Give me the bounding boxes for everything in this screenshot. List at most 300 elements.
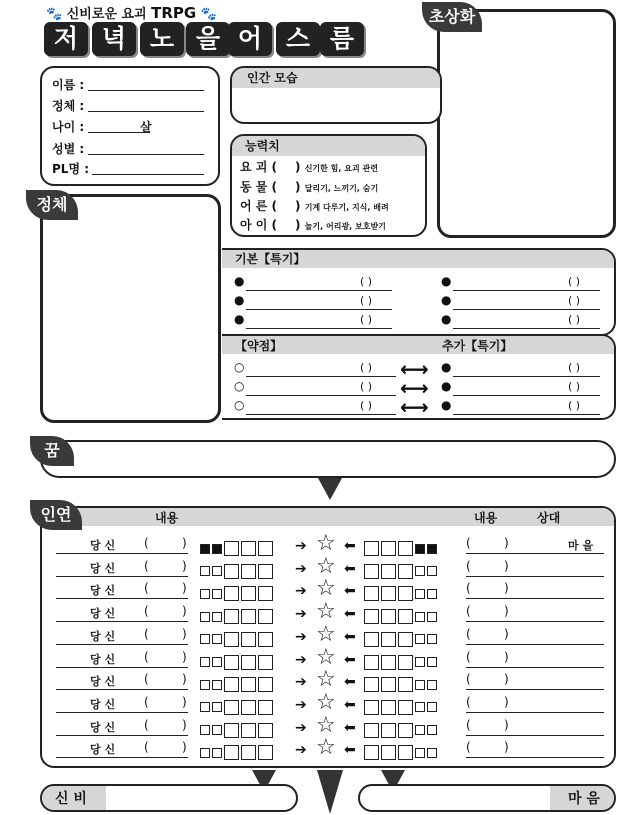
bond-checkbox[interactable] (212, 725, 222, 735)
bond-checkbox[interactable] (241, 632, 256, 647)
bond-checkbox[interactable] (224, 541, 239, 556)
bond-checkbox[interactable] (415, 566, 425, 576)
bond-checkbox[interactable] (212, 566, 222, 576)
bond-paren-open: ( (144, 536, 149, 550)
bond-left-squares[interactable] (200, 742, 275, 761)
bond-paren-open: ( (144, 581, 149, 596)
bond-checkbox[interactable] (415, 612, 425, 622)
arrow-right-icon: ➔ (295, 606, 307, 623)
special-bullet: ● (441, 274, 452, 288)
special-paren: ( ) (360, 313, 373, 326)
star-icon: ☆ (316, 667, 336, 693)
bond-left-squares[interactable] (200, 629, 275, 648)
bond-checkbox[interactable] (241, 677, 256, 692)
bond-checkbox[interactable] (241, 723, 256, 738)
bond-checkbox[interactable] (415, 725, 425, 735)
bond-you: 당 신 (90, 607, 116, 621)
bond-target-line[interactable] (466, 689, 604, 690)
arrow-right-icon: ➔ (295, 583, 307, 600)
bond-checkbox[interactable] (415, 634, 425, 644)
arrow-left-icon: ⬅ (344, 674, 356, 691)
special-bullet: ● (234, 312, 245, 326)
bond-paren-close-right: ) (504, 536, 509, 550)
bond-you-line[interactable] (56, 576, 188, 577)
bond-checkbox[interactable] (258, 541, 273, 556)
special-paren: ( ) (568, 313, 581, 326)
weakness-field[interactable] (246, 395, 396, 396)
bond-paren-close-right: ) (504, 694, 509, 709)
bond-paren-close: ) (182, 626, 187, 641)
bond-paren-close: ) (182, 672, 187, 687)
mystery-label: 신 비 (55, 791, 87, 807)
bond-checkbox[interactable] (364, 541, 379, 556)
stat-paren: ) (295, 218, 301, 232)
title-char: 스 (276, 22, 320, 56)
bond-checkbox[interactable] (415, 680, 425, 690)
bond-checkbox[interactable] (398, 564, 413, 579)
star-icon: ☆ (316, 644, 336, 670)
bond-checkbox[interactable] (398, 700, 413, 715)
bond-you-line[interactable] (56, 712, 188, 713)
bond-paren-open-right: ( (466, 558, 471, 573)
arrow-left-icon: ⬅ (344, 628, 356, 645)
bond-checkbox[interactable] (224, 677, 239, 692)
bond-left-squares[interactable] (200, 606, 275, 625)
bond-checkbox[interactable] (427, 589, 437, 599)
weakness-bullet: ○ (234, 379, 245, 393)
bond-paren-close-right: ) (504, 604, 509, 619)
portrait-label: 초상화 (422, 2, 482, 32)
bond-target-line[interactable] (466, 667, 604, 668)
bond-you-line[interactable] (56, 621, 188, 622)
bond-paren-open-right: ( (466, 717, 471, 732)
bond-checkbox[interactable] (398, 632, 413, 647)
bond-checkbox[interactable] (427, 566, 437, 576)
special-paren: ( ) (568, 294, 581, 307)
bond-left-squares[interactable] (200, 583, 275, 602)
bond-checkbox[interactable] (381, 700, 396, 715)
bond-target-line[interactable] (466, 712, 604, 713)
title-char: 을 (186, 22, 230, 56)
bond-checkbox[interactable] (258, 700, 273, 715)
bond-right-squares[interactable] (364, 606, 439, 625)
star-icon: ☆ (316, 599, 336, 625)
age-label: 나이 : (52, 120, 85, 134)
bond-you: 당 신 (90, 743, 116, 757)
bond-checkbox[interactable] (381, 564, 396, 579)
bond-you-line[interactable] (56, 667, 188, 668)
bond-paren-close-right: ) (504, 581, 509, 596)
star-icon: ☆ (316, 735, 336, 761)
stat-desc: 신기한 힘, 요괴 관련 (304, 164, 378, 173)
arrow-left-icon: ⬅ (344, 606, 356, 623)
weakness-paren: ( ) (360, 380, 373, 393)
bond-checkbox[interactable] (224, 700, 239, 715)
bond-paren-close-right: ) (504, 672, 509, 687)
bond-paren-open: ( (144, 694, 149, 709)
bond-checkbox[interactable] (212, 702, 222, 712)
gender-label: 성별 : (52, 142, 85, 156)
double-arrow-icon: ⟷ (400, 376, 429, 400)
special-paren: ( ) (568, 275, 581, 288)
star-icon: ☆ (316, 553, 336, 579)
bond-paren-close-right: ) (504, 626, 509, 641)
bond-paren-open: ( (144, 740, 149, 755)
bond-checkbox[interactable] (224, 655, 239, 670)
special-field[interactable] (246, 309, 392, 310)
stat-paren: ) (295, 180, 301, 194)
bond-checkbox[interactable] (398, 723, 413, 738)
bond-paren-open-right: ( (466, 672, 471, 687)
arrow-right-icon: ➔ (295, 696, 307, 713)
bond-checkbox[interactable] (415, 748, 425, 758)
arrow-left-icon: ⬅ (344, 560, 356, 577)
stat-name: 동 물 ( (240, 180, 278, 194)
weakness-field[interactable] (246, 414, 396, 415)
star-icon: ☆ (316, 712, 336, 738)
extra-special-field[interactable] (453, 414, 600, 415)
bond-checkbox[interactable] (381, 655, 396, 670)
extra-special-label: 추가【특기】 (442, 339, 513, 353)
bond-checkbox[interactable] (212, 589, 222, 599)
stat-row[interactable] (240, 178, 378, 195)
weakness-label: 【약점】 (235, 339, 283, 353)
bond-checkbox[interactable] (364, 609, 379, 624)
bond-right-squares[interactable] (364, 629, 439, 648)
bond-checkbox[interactable] (415, 589, 425, 599)
dream-down-arrow (318, 478, 342, 500)
arrow-left-icon: ⬅ (344, 719, 356, 736)
bond-you: 당 신 (90, 652, 116, 666)
bond-checkbox[interactable] (258, 632, 273, 647)
bond-checkbox[interactable] (427, 657, 437, 667)
bond-paren-close: ) (182, 649, 187, 664)
weakness-paren: ( ) (360, 399, 373, 412)
bond-checkbox[interactable] (224, 632, 239, 647)
bond-checkbox[interactable] (427, 748, 437, 758)
bond-checkbox[interactable] (212, 748, 222, 758)
bond-checkbox[interactable] (241, 564, 256, 579)
bond-paren-close-right: ) (504, 649, 509, 664)
bond-checkbox[interactable] (200, 680, 210, 690)
bond-checkbox[interactable] (200, 748, 210, 758)
weakness-bullet: ○ (234, 398, 245, 412)
star-icon: ☆ (316, 621, 336, 647)
extra-special-paren: ( ) (568, 380, 581, 393)
bond-checkbox[interactable] (200, 612, 210, 622)
bond-right-squares[interactable] (364, 652, 439, 671)
bond-checkbox[interactable] (258, 564, 273, 579)
special-field[interactable] (246, 328, 392, 329)
bond-checkbox[interactable] (415, 657, 425, 667)
special-field[interactable] (453, 290, 600, 291)
star-icon: ☆ (316, 531, 336, 556)
bond-checkbox[interactable] (224, 564, 239, 579)
bond-checkbox[interactable] (212, 657, 222, 667)
stats-label: 능력치 (245, 139, 280, 153)
bond-checkbox[interactable] (364, 632, 379, 647)
bond-checkbox[interactable] (381, 586, 396, 601)
bond-left-squares[interactable] (200, 674, 275, 693)
extra-special-field[interactable] (453, 376, 600, 377)
bond-target-line[interactable] (466, 621, 604, 622)
extra-special-field[interactable] (453, 395, 600, 396)
bond-checkbox[interactable] (381, 677, 396, 692)
bond-paren-open-right: ( (466, 694, 471, 709)
bond-checkbox[interactable] (381, 745, 396, 760)
bond-checkbox[interactable] (224, 723, 239, 738)
weakness-bullet: ○ (234, 360, 245, 374)
bond-checkbox[interactable] (258, 609, 273, 624)
age-suffix: 살 (140, 120, 152, 134)
portrait-box[interactable] (437, 9, 616, 238)
bond-you-line[interactable] (56, 735, 188, 736)
bond-checkbox[interactable] (224, 609, 239, 624)
bond-checkbox[interactable] (224, 745, 239, 760)
bond-you: 당 신 (90, 629, 116, 643)
bond-you-line[interactable] (56, 689, 188, 690)
bond-checkbox[interactable] (258, 586, 273, 601)
bond-checkbox[interactable] (212, 680, 222, 690)
arrow-right-icon: ➔ (295, 560, 307, 577)
bond-checkbox[interactable] (398, 586, 413, 601)
bond-left-squares[interactable] (200, 561, 275, 580)
dream-box[interactable] (40, 440, 616, 478)
bond-checkbox[interactable] (381, 541, 396, 556)
bond-checkbox[interactable] (398, 677, 413, 692)
bond-paren-open: ( (144, 604, 149, 619)
bond-left-squares[interactable] (200, 720, 275, 739)
bond-right-squares[interactable] (364, 561, 439, 580)
star-icon: ☆ (316, 576, 336, 602)
bond-checkbox[interactable] (241, 745, 256, 760)
bond-paren-close: ) (182, 558, 187, 573)
arrow-right-icon: ➔ (295, 628, 307, 645)
bond-you-line[interactable] (56, 553, 188, 554)
special-field[interactable] (246, 290, 392, 291)
bond-checkbox[interactable] (427, 634, 437, 644)
bond-right-squares[interactable] (364, 742, 439, 761)
bond-checkbox[interactable] (364, 655, 379, 670)
weakness-field[interactable] (246, 376, 396, 377)
bond-target-line[interactable] (466, 553, 604, 554)
subtitle-brand: TRPG (151, 4, 197, 22)
bond-you: 당 신 (90, 697, 116, 711)
extra-special-bullet: ● (441, 360, 452, 374)
bond-checkbox[interactable] (212, 634, 222, 644)
bond-checkbox[interactable] (241, 586, 256, 601)
footer-down-arrow-center (317, 770, 343, 814)
bond-paren-open: ( (144, 649, 149, 664)
extra-special-paren: ( ) (568, 399, 581, 412)
bond-you: 당 신 (90, 720, 116, 734)
bond-you: 당 신 (90, 584, 116, 598)
bonds-leaf-label: 인연 (30, 500, 82, 530)
stat-row[interactable] (240, 197, 389, 214)
arrow-left-icon: ⬅ (344, 742, 356, 759)
stat-paren: ) (295, 160, 301, 174)
bond-checkbox[interactable] (415, 544, 425, 554)
title-char: 저 (44, 22, 88, 56)
extra-special-bullet: ● (441, 398, 452, 412)
stat-name: 아 이 ( (240, 218, 278, 232)
bond-left-squares[interactable] (200, 538, 275, 557)
special-field[interactable] (453, 309, 600, 310)
bond-checkbox[interactable] (258, 745, 273, 760)
arrow-right-icon: ➔ (295, 742, 307, 759)
bond-checkbox[interactable] (364, 745, 379, 760)
special-bullet: ● (441, 312, 452, 326)
heart-label: 마 음 (568, 791, 600, 807)
bond-checkbox[interactable] (200, 702, 210, 712)
bond-paren-close: ) (182, 604, 187, 619)
bond-paren-close-right: ) (504, 717, 509, 732)
bond-checkbox[interactable] (398, 541, 413, 556)
bond-checkbox[interactable] (200, 589, 210, 599)
bond-you-line[interactable] (56, 757, 188, 758)
bond-left-squares[interactable] (200, 697, 275, 716)
stat-desc: 달리기, 느끼기, 숨기 (304, 184, 379, 193)
weakness-paren: ( ) (360, 361, 373, 374)
bond-checkbox[interactable] (427, 702, 437, 712)
bond-checkbox[interactable] (381, 723, 396, 738)
stat-name: 어 른 ( (240, 199, 278, 213)
name-field[interactable] (88, 90, 204, 91)
bond-right-squares[interactable] (364, 674, 439, 693)
identity-box[interactable] (40, 194, 221, 423)
bond-you: 당 신 (90, 561, 116, 575)
stat-paren: ) (295, 199, 301, 213)
bond-checkbox[interactable] (427, 612, 437, 622)
stat-desc: 놀기, 어리광, 보호받기 (304, 222, 386, 231)
special-bullet: ● (234, 293, 245, 307)
bond-checkbox[interactable] (364, 677, 379, 692)
identity-field[interactable] (88, 111, 204, 112)
bond-checkbox[interactable] (241, 655, 256, 670)
arrow-left-icon: ⬅ (344, 696, 356, 713)
bond-paren-close-right: ) (504, 558, 509, 573)
paw-icon: 🐾 (200, 7, 217, 22)
bond-paren-open: ( (144, 717, 149, 732)
bond-checkbox[interactable] (258, 723, 273, 738)
special-field[interactable] (453, 328, 600, 329)
gender-field[interactable] (88, 154, 204, 155)
bond-checkbox[interactable] (415, 702, 425, 712)
bond-paren-close: ) (182, 581, 187, 596)
bond-paren-open: ( (144, 626, 149, 641)
bond-checkbox[interactable] (200, 657, 210, 667)
bond-checkbox[interactable] (200, 634, 210, 644)
bond-checkbox[interactable] (427, 725, 437, 735)
bond-target-line[interactable] (466, 757, 604, 758)
bond-checkbox[interactable] (398, 609, 413, 624)
special-paren: ( ) (360, 275, 373, 288)
pl-field[interactable] (92, 174, 204, 175)
bond-paren-open-right: ( (466, 581, 471, 596)
specials-label: 기본【특기】 (235, 252, 306, 266)
bond-checkbox[interactable] (258, 655, 273, 670)
identity-leaf-label: 정체 (26, 190, 78, 220)
star-icon: ☆ (316, 689, 336, 715)
bond-row[interactable] (40, 735, 612, 761)
bond-paren-close: ) (182, 740, 187, 755)
bond-target-line[interactable] (466, 644, 604, 645)
bonds-col-content2: 내용 (474, 511, 498, 525)
bond-target-line[interactable] (466, 735, 604, 736)
bond-checkbox[interactable] (200, 566, 210, 576)
bond-checkbox[interactable] (241, 541, 256, 556)
arrow-left-icon: ⬅ (344, 651, 356, 668)
bond-paren-open: ( (144, 558, 149, 573)
bond-target-line[interactable] (466, 576, 604, 577)
human-form-label: 인간 모습 (247, 71, 298, 85)
stat-row[interactable] (240, 158, 378, 175)
bond-checkbox[interactable] (398, 745, 413, 760)
bond-right-squares[interactable] (364, 583, 439, 602)
bond-right-squares[interactable] (364, 538, 439, 557)
arrow-right-icon: ➔ (295, 651, 307, 668)
bond-paren-close-right: ) (504, 740, 509, 755)
stat-row[interactable] (240, 216, 386, 233)
double-arrow-icon: ⟷ (400, 395, 429, 419)
bond-checkbox[interactable] (241, 609, 256, 624)
bond-first-target: 마 을 (568, 539, 594, 552)
bond-checkbox[interactable] (224, 586, 239, 601)
bond-checkbox[interactable] (427, 680, 437, 690)
bond-checkbox[interactable] (364, 723, 379, 738)
bond-paren-close: ) (182, 536, 187, 550)
bond-checkbox[interactable] (427, 544, 437, 554)
bond-target-line[interactable] (466, 598, 604, 599)
bond-checkbox[interactable] (212, 612, 222, 622)
title-char: 녁 (92, 22, 136, 56)
extra-special-paren: ( ) (568, 361, 581, 374)
bond-checkbox[interactable] (381, 609, 396, 624)
bond-checkbox[interactable] (398, 655, 413, 670)
bond-checkbox[interactable] (381, 632, 396, 647)
bond-checkbox[interactable] (364, 700, 379, 715)
bond-checkbox[interactable] (241, 700, 256, 715)
special-bullet: ● (441, 293, 452, 307)
subtitle-text: 신비로운 요괴 (66, 7, 147, 22)
special-bullet: ● (234, 274, 245, 288)
bonds-col-content: 내용 (155, 511, 179, 525)
bond-left-squares[interactable] (200, 652, 275, 671)
arrow-right-icon: ➔ (295, 538, 307, 554)
bond-right-squares[interactable] (364, 697, 439, 716)
title-char: 노 (140, 22, 184, 56)
bond-checkbox[interactable] (212, 544, 222, 554)
bond-checkbox[interactable] (258, 677, 273, 692)
bond-you-line[interactable] (56, 644, 188, 645)
stat-name: 요 괴 ( (240, 160, 278, 174)
bond-you: 당 신 (90, 675, 116, 689)
bond-you: 당 신 (90, 539, 116, 552)
header-subtitle (46, 3, 217, 22)
bond-checkbox[interactable] (364, 586, 379, 601)
title-char: 어 (228, 22, 272, 56)
bond-right-squares[interactable] (364, 720, 439, 739)
bond-you-line[interactable] (56, 598, 188, 599)
bond-checkbox[interactable] (200, 725, 210, 735)
dream-leaf-label: 꿈 (30, 436, 74, 466)
identity-label: 정체 : (52, 99, 85, 113)
bond-checkbox[interactable] (200, 544, 210, 554)
bond-paren-open-right: ( (466, 626, 471, 641)
bond-checkbox[interactable] (364, 564, 379, 579)
paw-icon: 🐾 (46, 7, 63, 22)
bond-paren-open-right: ( (466, 740, 471, 755)
